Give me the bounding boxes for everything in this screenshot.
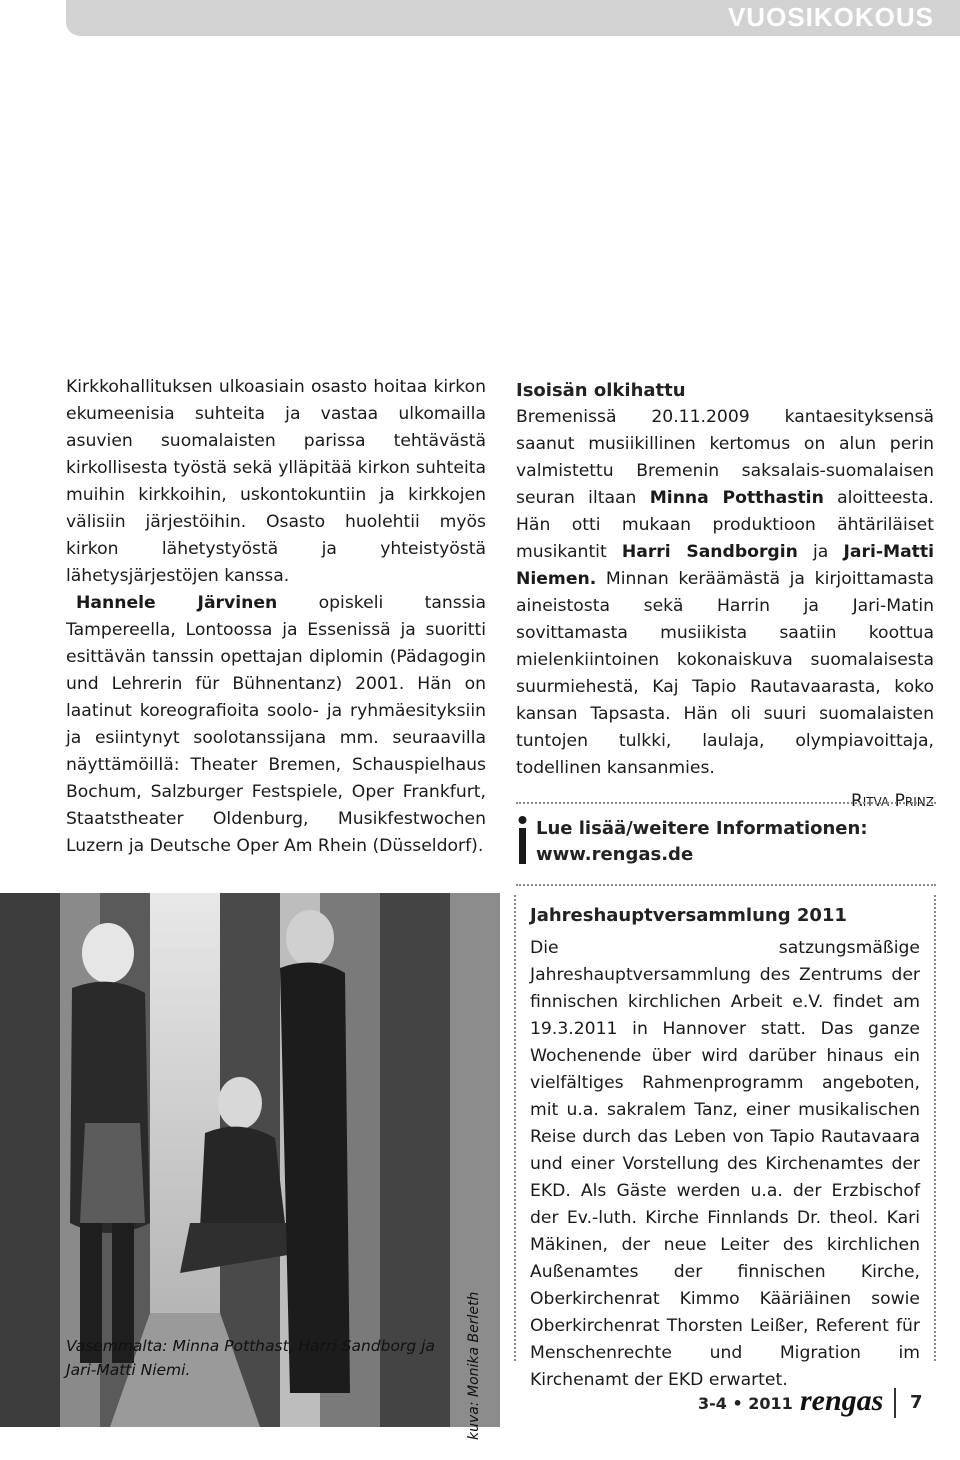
article-author: Ritva Prinz — [850, 791, 934, 811]
magazine-logo: rengas — [800, 1384, 884, 1417]
article-heading: Isoisän olkihattu — [516, 380, 686, 401]
name-jari-matti: Jari-Matti Niemen. — [516, 542, 934, 589]
divider-top-info — [516, 802, 936, 804]
info-text — [536, 816, 868, 868]
name-minna: Minna Potthastin — [649, 488, 824, 508]
bio-paragraph — [66, 590, 486, 860]
page-footer — [678, 1384, 938, 1424]
header-bar — [66, 0, 960, 36]
german-box-body: Die satzungsmäßige Jahreshauptversammlung des Zentrums der finnischen kirchlichen Arbeit e.V. findet am 19.3.2011 in Hannover statt. Das ganze Wochenende über wird darüber hinaus ein vielfältiges Rahmenprogramm angeboten, mit u.a. sakralem Tanz, einer musikalischen Reise durch das Leben von Tapio Rautavaara und einer Vorstellung des Kirchenamtes der EKD. Als Gäste werden u.a. der Erzbischof der Ev.-luth. Kirche Finnlands Dr. theol. Kari Mäkinen, der neue Leiter des kirchlichen Außenamtes der finnischen Kirche, Oberkirchenrat Kimmo Kääriäinen sowie Oberkirchenrat Thorsten Leißer, Referent für Menschenrechte und Migration im Kirchenamt der EKD erwartet. — [530, 938, 920, 1390]
name-harri: Harri Sandborgin — [621, 542, 798, 562]
left-column — [66, 374, 486, 860]
german-box-left-border — [514, 895, 516, 1361]
footer-separator — [894, 1388, 896, 1418]
right-column — [516, 378, 934, 815]
german-box-title: Jahreshauptversammlung 2011 — [530, 905, 847, 926]
article-text-4: Minnan keräämästä ja kirjoittamasta aineistosta sekä Harrin ja Jari-Matin sovittamasta musiikista saatiin koottua mielenkiintoinen kokonaiskuva suomalaisesta suurmiehestä, Kaj Tapio Rautavaarasta, koko kansan Tapsasta. Hän oli suuri suomalaisten tuntojen tulkki, laulaja, olympiavoittaja, todellinen kansanmies. — [516, 569, 934, 778]
german-box — [530, 903, 920, 1394]
photo-caption: Vasemmalta: Minna Potthast, Harri Sandborg ja Jari-Matti Niemi. — [66, 1337, 435, 1379]
page-number: 7 — [910, 1392, 923, 1413]
info-link[interactable]: www.rengas.de — [536, 844, 694, 865]
section-title: VUOSIKOKOUS — [727, 2, 934, 32]
article-text-2: aloitteesta. Hän otti mukaan produktioon ähtäriläiset musikantit — [516, 488, 934, 562]
article-text-1: Bremenissä 20.11.2009 kantaesityksensä saanut musiikillinen kertomus on alun perin valmistettu Bremenin saksalais-suomalaisen seuran iltaan — [516, 407, 934, 508]
info-box — [516, 810, 936, 872]
article-text-3: ja — [797, 542, 844, 562]
intro-paragraph: Kirkkohallituksen ulkoasiain osasto hoitaa kirkon ekumeenisia suhteita ja vastaa ulkomailla asuvien suomalaisten parissa tehtävästä kirkollisesta työstä sekä ylläpitää kirkon suhteita muihin kirkkoihin, uskontokuntiin ja kirkkojen välisiin järjestöihin. Osasto huolehtii myös kirkon lähetystyöstä ja yhteistyöstä lähetysjärjestöjen kanssa. — [66, 377, 486, 586]
photo-credit-text: kuva: Monika Berleth — [466, 1291, 482, 1440]
bio-text: opiskeli tanssia Tampereella, Lontoossa ja Essenissä ja suoritti esittävän tanssin opettajan diplomin (Pädagogin und Lehrerin für Bühnentanz) 2001. Hän on laatinut koreografioita soolo- ja ryhmäesityksiin ja esiintynyt soolotanssijana mm. seuraavilla näyttämöillä: Theater Bremen, Schauspielhaus Bochum, Salzburger Festspiele, Oper Frankfurt, Staatstheater Oldenburg, Musikfestwochen Luzern ja Deutsche Oper Am Rhein (Düsseldorf). — [66, 593, 486, 856]
bio-name: Hannele Järvinen — [76, 593, 278, 613]
article-paragraph — [516, 404, 934, 782]
info-line-1: Lue lisää/weitere Informationen: — [536, 818, 868, 839]
divider-bottom-info — [516, 884, 936, 886]
photo-credit — [466, 1291, 496, 1460]
issue-number: 3-4 • 2011 — [698, 1394, 793, 1413]
german-box-right-border — [934, 895, 936, 1361]
